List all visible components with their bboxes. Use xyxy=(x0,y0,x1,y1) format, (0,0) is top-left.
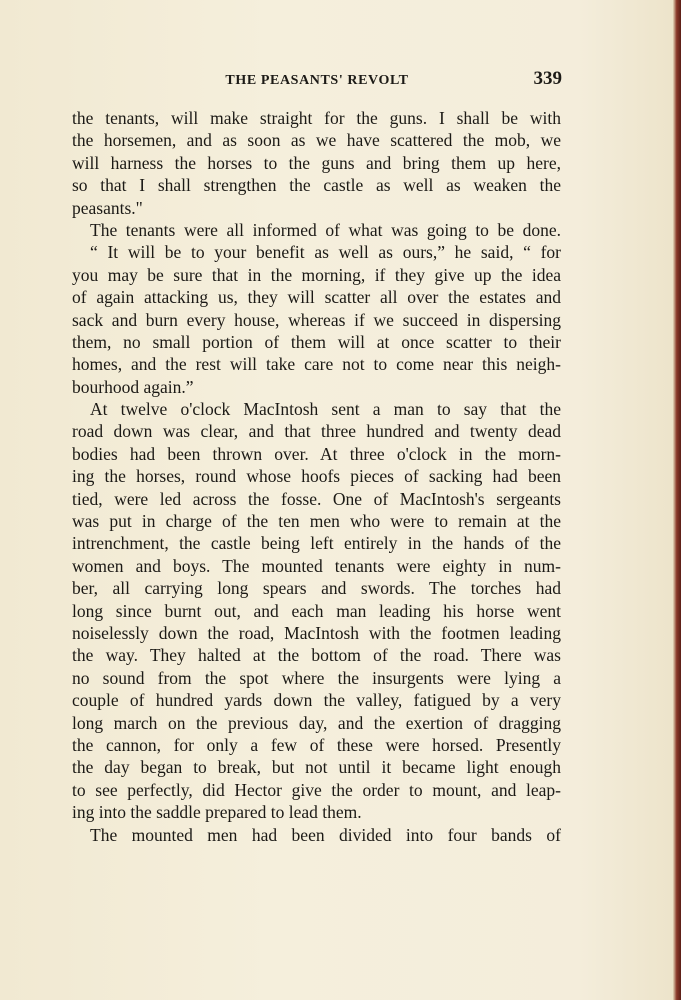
text-line: homes, and the rest will take care not to come near this neigh- xyxy=(72,354,561,375)
text-line: you may be sure that in the morning, if they give up the idea xyxy=(72,264,561,285)
text-line: tied, were led across the fosse. One of MacIntosh's sergeants xyxy=(72,488,561,509)
text-line: ing the horses, round whose hoofs pieces of sacking had been xyxy=(72,466,561,487)
text-line: the day began to break, but not until it became light enough xyxy=(72,757,561,778)
text-line: long since burnt out, and each man leading his horse went xyxy=(72,600,561,621)
text-line: to see perfectly, did Hector give the order to mount, and leap- xyxy=(72,779,561,800)
body-text xyxy=(72,107,561,846)
text-line: will harness the horses to the guns and bring them up here, xyxy=(72,152,561,173)
text-line: the cannon, for only a few of these were horsed. Presently xyxy=(72,734,561,755)
text-line: women and boys. The mounted tenants were eighty in num- xyxy=(72,555,561,576)
text-line: noiselessly down the road, MacIntosh with the footmen leading xyxy=(72,622,561,643)
text-line: long march on the previous day, and the exertion of dragging xyxy=(72,712,561,733)
text-line: “ It will be to your benefit as well as ours,” he said, “ for xyxy=(90,242,561,263)
running-title: THE PEASANTS' REVOLT xyxy=(225,73,409,88)
text-line: was put in charge of the ten men who were to remain at the xyxy=(72,511,561,532)
text-line: peasants." xyxy=(72,197,143,218)
text-line: the way. They halted at the bottom of the road. There was xyxy=(72,645,561,666)
text-line: no sound from the spot where the insurgents were lying a xyxy=(72,667,561,688)
text-line: bourhood again.” xyxy=(72,376,194,397)
text-line: the horsemen, and as soon as we have scattered the mob, we xyxy=(72,130,561,151)
running-head xyxy=(72,68,562,94)
text-line: The tenants were all informed of what was going to be done. xyxy=(90,219,561,240)
text-line: couple of hundred yards down the valley, fatigued by a very xyxy=(72,690,561,711)
text-line: of again attacking us, they will scatter all over the estates and xyxy=(72,287,561,308)
page-number: 339 xyxy=(533,68,562,89)
text-line: ing into the saddle prepared to lead them. xyxy=(72,802,362,823)
text-line: ber, all carrying long spears and swords. The torches had xyxy=(72,578,561,599)
text-line: them, no small portion of them will at once scatter to their xyxy=(72,331,561,352)
text-line: bodies had been thrown over. At three o'clock in the morn- xyxy=(72,443,561,464)
text-line: so that I shall strengthen the castle as well as weaken the xyxy=(72,175,561,196)
text-line: intrenchment, the castle being left entirely in the hands of the xyxy=(72,533,561,554)
text-line: road down was clear, and that three hundred and twenty dead xyxy=(72,421,561,442)
book-edge xyxy=(673,0,681,1000)
text-line: The mounted men had been divided into four bands of xyxy=(90,824,561,845)
text-line: sack and burn every house, whereas if we succeed in dispersing xyxy=(72,309,561,330)
text-line: the tenants, will make straight for the guns. I shall be with xyxy=(72,108,561,128)
text-line: At twelve o'clock MacIntosh sent a man to say that the xyxy=(90,399,561,420)
